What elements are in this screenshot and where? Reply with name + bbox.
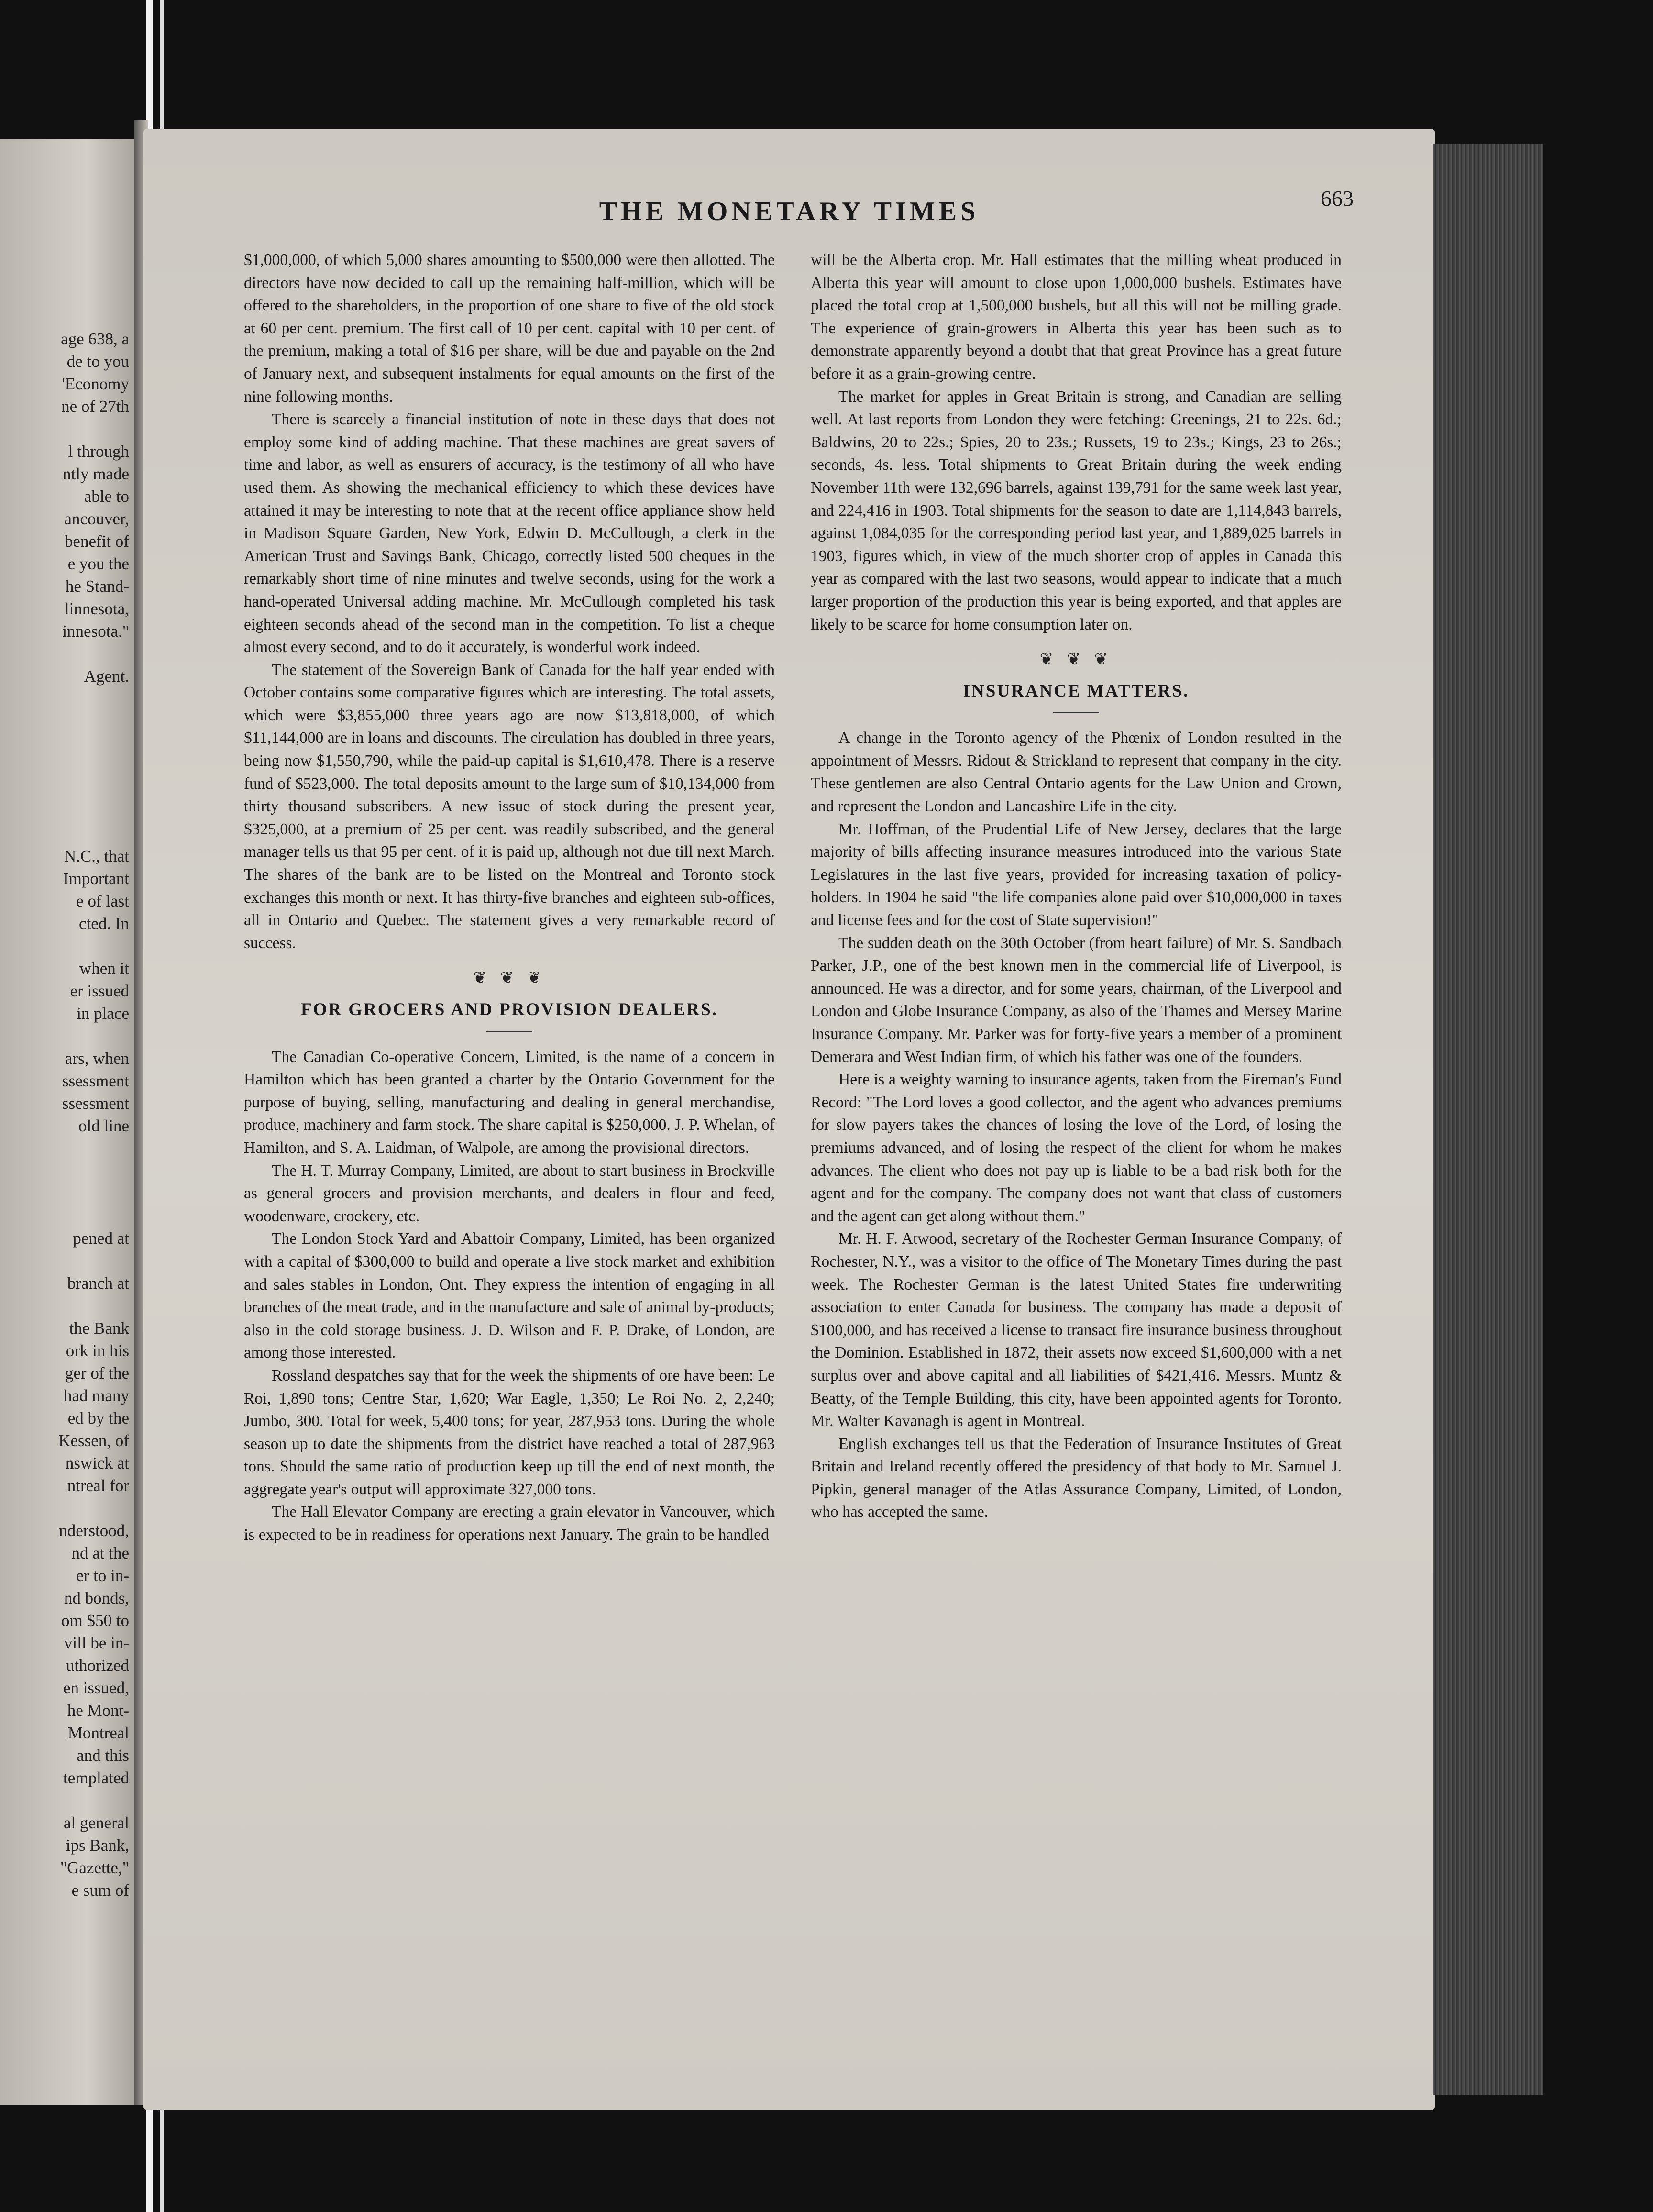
page-number: 663 <box>1321 186 1354 210</box>
facing-page-line: er issued <box>70 982 129 1000</box>
facing-page-line: Kessen, of <box>58 1431 129 1450</box>
facing-page-line <box>4 418 129 440</box>
facing-page-line: "Gazette," <box>60 1858 129 1877</box>
facing-page-line: e sum of <box>71 1881 129 1900</box>
facing-page-line: ssessment <box>62 1094 129 1113</box>
facing-page-line: old line <box>78 1117 129 1135</box>
facing-page-line: ntly made <box>63 465 129 483</box>
facing-page-line: age 638, a <box>61 330 129 348</box>
paragraph: There is scarcely a financial institution of note in these days that does not employ some kind of adding machine. That these machines are great savers of time and labor, as well as ensurers of accuracy, is the testimony of all who have used them. As showing the mechanical efficiency to which these devices have attained it may be interesting to note that at the recent office appliance show held in Madison Square Garden, New York, Edwin D. McCullough, a clerk in the American Trust and Savings Bank, Chicago, correctly listed 500 cheques in the remarkably short time of nine minutes and twelve seconds, using for the work a hand-operated Universal adding machine. Mr. McCullough completed his task eighteen seconds ahead of the second man in the competition. To list a cheque almost every second, and to do it accurately, is wonderful work indeed. <box>244 410 775 656</box>
facing-page-line: when it <box>79 959 129 978</box>
paragraph: will be the Alberta crop. Mr. Hall estimates that the milling wheat produced in Alberta this year will amount to close upon 1,000,000 bushels. Estimates have placed the total crop at 1,500,000 bushels, but all this will not be milling grade. The experience of grain-growers in Alberta this year has been such as to demonstrate apparently beyond a doubt that that great Province has a great future before it as a grain-growing centre. <box>811 251 1342 383</box>
facing-page-line: and this <box>77 1746 129 1765</box>
facing-page-text <box>4 328 129 1902</box>
paragraph: The market for apples in Great Britain is strong, and Canadian are selling well. At last reports from London they were fetching: Greenings, 21 to 22s. 6d.; Baldwins, 20 to 22s.; Spies, 20 to 23s.; Russets, 19 to 23s.; Kings, 23 to 26s.; seconds, 4s. less. Total shipments to Great Britain during the week ending November 11th were 132,696 barrels, against 139,791 for the same week last year, and 224,416 in 1903. Total shipments for the season to date are 1,114,843 barrels, against 1,084,035 for the corresponding period last year, and 1,889,025 barrels in 1903, figures which, in view of the much shorter crop of apples in Canada this year as compared with the last two seasons, would appear to indicate that a much larger proportion of the production this year is being exported, and that apples are likely to be scarce for home consumption later on. <box>811 387 1342 633</box>
facing-page-line: had many <box>63 1386 129 1405</box>
facing-page-line <box>4 800 129 822</box>
facing-page-line: cted. In <box>79 914 129 933</box>
right-column <box>811 249 1342 1524</box>
facing-page-line <box>4 710 129 732</box>
facing-page-line: nswick at <box>65 1454 129 1472</box>
facing-page-line <box>4 1250 129 1272</box>
facing-page-line: l through <box>68 442 129 461</box>
section-title-insurance: INSURANCE MATTERS. <box>963 681 1190 701</box>
page-header <box>143 196 1435 234</box>
facing-page-line: de to you <box>66 352 129 371</box>
facing-page-line: Important <box>63 869 129 888</box>
facing-page-line: pened at <box>73 1229 129 1248</box>
facing-page-line: ed by the <box>67 1409 129 1427</box>
facing-page-fragment <box>0 139 134 2105</box>
facing-page-line <box>4 642 129 665</box>
facing-page-line <box>4 1205 129 1227</box>
main-page <box>143 129 1435 2110</box>
facing-page-line: e you the <box>67 554 129 573</box>
right-top-paragraphs <box>811 249 1342 636</box>
paragraph: Mr. Hoffman, of the Prudential Life of New Jersey, declares that the large majority of bills affecting insurance measures introduced into the various State Legislatures in the last five years, provided for increasing taxation of policy-holders. In 1904 he said "the life companies alone paid over $10,000,000 in taxes and license fees and for the cost of State supervision!" <box>811 820 1342 929</box>
facing-page-line <box>4 1789 129 1812</box>
facing-page-line: Montreal <box>67 1724 129 1742</box>
facing-page-line <box>4 732 129 755</box>
facing-page-line: templated <box>63 1769 129 1787</box>
facing-page-line: linnesota, <box>64 599 129 618</box>
facing-page-line: uthorized <box>66 1656 129 1675</box>
facing-page-line <box>4 1025 129 1047</box>
facing-page-line: ntreal for <box>67 1476 129 1495</box>
paragraph: The sudden death on the 30th October (from heart failure) of Mr. S. Sandbach Parker, J.P., one of the best known men in the commercial life of Liverpool, is announced. He was a director, and for some years, chairman, of the Liverpool and London and Globe Insurance Company, as also of the Thames and Mersey Marine Insurance Company. Mr. Parker was for forty-five years a member of a prominent Demerara and West Indian firm, of which his father was one of the founders. <box>811 934 1342 1066</box>
grocers-paragraphs <box>244 1046 775 1547</box>
paragraph: The H. T. Murray Company, Limited, are about to start business in Brockville as general grocers and provision merchants, and dealers in flour and feed, woodenware, crockery, etc. <box>244 1161 775 1225</box>
section-ornament: ❦ ❦ ❦ <box>1039 651 1113 669</box>
facing-page-line: nd at the <box>71 1544 129 1562</box>
paragraph: $1,000,000, of which 5,000 shares amounting to $500,000 were then allotted. The directors have now decided to call up the remaining half-million, which will be offered to the shareholders, in the proportion of one share to five of the old stock at 60 per cent. premium. The first call of 10 per cent. capital with 10 per cent. of the premium, making a total of $16 per share, will be due and payable on the 2nd of January next, and subsequent instalments for equal amounts on the first of the nine following months. <box>244 251 775 406</box>
book-page-edges <box>1433 144 1543 2095</box>
facing-page-line: ork in his <box>66 1341 129 1360</box>
facing-page-line <box>4 777 129 800</box>
left-top-paragraphs <box>244 249 775 954</box>
facing-page-line: benefit of <box>64 532 129 551</box>
paragraph: The statement of the Sovereign Bank of Canada for the half year ended with October contains some comparative figures which are interesting. The total assets, which were $3,855,000 three years ago are now $13,818,000, of which $11,144,000 are in loans and discounts. The circulation has doubled in three years, being now $1,550,790, while the paid-up capital is $1,610,478. There is a reserve fund of $523,000. The total deposits amount to the large sum of $10,134,000 from thirty thousand subscribers. A new issue of stock during the present year, $325,000, at a premium of 25 per cent. was readily subscribed, and the general manager tells us that 95 per cent. of it is paid up, although not due till next March. The shares of the bank are to be listed on the Montreal and Toronto stock exchanges this month or next. It has thirty-five branches and eighteen sub-offices, all in Ontario and Quebec. The statement gives a very remarkable record of success. <box>244 661 775 952</box>
facing-page-line: he Mont- <box>67 1701 129 1720</box>
facing-page-line: nderstood, <box>59 1521 129 1540</box>
title-rule <box>1053 712 1099 713</box>
paragraph: The Hall Elevator Company are erecting a grain elevator in Vancouver, which is expected to be in readiness for operations next January. The grain to be handled <box>244 1503 775 1544</box>
paragraph: Here is a weighty warning to insurance agents, taken from the Fireman's Fund Record: "The Lord loves a good collector, and the agent who advances premiums for slow payers takes the chances of losing the love of the Lord, of losing the premiums advanced, and of losing the respect of the client for whom he makes advances. The client who does not pay up is liable to be a bad risk both for the agent and for the company. The company does not want that class of customers and the agent can get along without them." <box>811 1071 1342 1225</box>
facing-page-line: branch at <box>67 1274 129 1293</box>
facing-page-line: ger of the <box>65 1364 129 1382</box>
facing-page-line: N.C., that <box>64 847 129 865</box>
paragraph: The Canadian Co-operative Concern, Limited, is the name of a concern in Hamilton which has been granted a charter by the Ontario Government for the purpose of buying, selling, manufacturing and dealing in general merchandise, produce, machinery and farm stock. The share capital is $250,000. J. P. Whelan, of Hamilton, and S. A. Laidman, of Walpole, are among the provisional directors. <box>244 1048 775 1157</box>
facing-page-line: er to in- <box>76 1566 129 1585</box>
facing-page-line <box>4 935 129 957</box>
facing-page-line: en issued, <box>63 1679 129 1697</box>
paragraph: Rossland despatches say that for the week the shipments of ore have been: Le Roi, 1,890 tons; Centre Star, 1,620; War Eagle, 1,350; Le Roi No. 2, 2,240; Jumbo, 300. Total for week, 5,400 tons; for year, 287,953 tons. During the whole season up to date the shipments from the district have reached a total of 287,963 tons. Should the same ratio of production keep up till the end of next month, the aggregate year's output will approximate 327,000 tons. <box>244 1366 775 1498</box>
facing-page-line: ars, when <box>65 1049 129 1068</box>
facing-page-line <box>4 1160 129 1182</box>
facing-page-line: vill be in- <box>64 1634 129 1652</box>
facing-page-line: al general <box>64 1814 129 1832</box>
facing-page-line: e of last <box>76 892 129 910</box>
paragraph: A change in the Toronto agency of the Phœnix of London resulted in the appointment of Messrs. Ridout & Strickland to represent that company in the city. These gentlemen are also Central Ontario agents for the Law Union and Crown, and represent the London and Lancashire Life in the city. <box>811 729 1342 816</box>
facing-page-line: 'Economy <box>62 375 129 393</box>
facing-page-line: ips Bank, <box>66 1836 129 1855</box>
insurance-paragraphs <box>811 727 1342 1524</box>
facing-page-line: om $50 to <box>61 1611 129 1630</box>
section-title-grocers: FOR GROCERS AND PROVISION DEALERS. <box>301 1000 718 1019</box>
facing-page-line <box>4 687 129 710</box>
facing-page-line: nd bonds, <box>64 1589 129 1607</box>
facing-page-line: innesota." <box>62 622 129 641</box>
facing-page-line: the Bank <box>69 1319 129 1338</box>
facing-page-line: Agent. <box>84 667 129 686</box>
facing-page-line <box>4 1182 129 1205</box>
facing-page-line: in place <box>77 1004 129 1023</box>
title-rule <box>486 1031 532 1032</box>
facing-page-line <box>4 1137 129 1160</box>
facing-page-line: able to <box>84 487 129 506</box>
paragraph: English exchanges tell us that the Federation of Insurance Institutes of Great Britain and Ireland recently offered the presidency of that body to Mr. Samuel J. Pipkin, general manager of the Atlas Assurance Company, Limited, of London, who has accepted the same. <box>811 1435 1342 1521</box>
left-column <box>244 249 775 1547</box>
facing-page-line <box>4 822 129 845</box>
paragraph: Mr. H. F. Atwood, secretary of the Rochester German Insurance Company, of Rochester, N.Y., was a visitor to the office of The Monetary Times during the past week. The Rochester German is the latest United States fire underwriting association to enter Canada for business. The company has made a deposit of $100,000, and has received a license to transact fire insurance business throughout the Dominion. Established in 1872, their assets now exceed $1,600,000 with a net surplus over and above capital and all liabilities of $421,416. Messrs. Muntz & Beatty, of the Temple Building, this city, have been appointed agents for Toronto. Mr. Walter Kavanagh is agent in Montreal. <box>811 1230 1342 1430</box>
paragraph: The London Stock Yard and Abattoir Company, Limited, has been organized with a capital of $300,000 to build and operate a live stock market and exhibition and sales stables in London, Ont. They express the intention of engaging in all branches of the meat trade, and in the manufacture and sale of animal by-products; also in the cold storage business. J. D. Wilson and F. P. Drake, of London, are among those interested. <box>244 1230 775 1362</box>
facing-page-line: ne of 27th <box>61 397 129 416</box>
publication-title: THE MONETARY TIMES <box>599 197 980 226</box>
facing-page-line: he Stand- <box>65 577 129 596</box>
facing-page-line <box>4 1497 129 1519</box>
facing-page-line: ancouver, <box>64 509 129 528</box>
facing-page-line <box>4 755 129 777</box>
facing-page-line: ssessment <box>62 1072 129 1090</box>
facing-page-line <box>4 1294 129 1317</box>
section-ornament: ❦ ❦ ❦ <box>473 969 546 987</box>
